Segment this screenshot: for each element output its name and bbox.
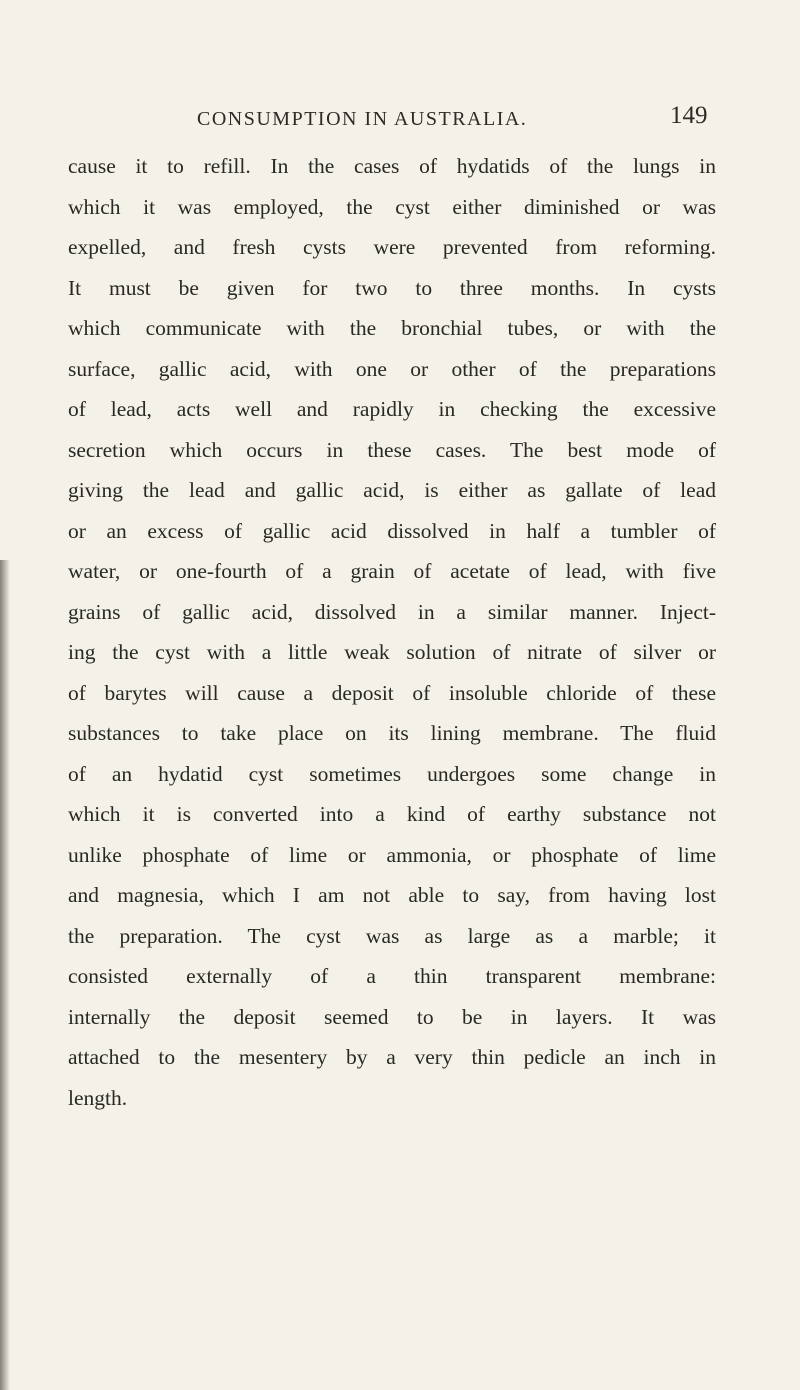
- text-line: unlike phosphate of lime or ammonia, or phosphate of lime: [68, 842, 716, 867]
- text-line: which it was employed, the cyst either diminished or was: [68, 194, 716, 219]
- text-line: ing the cyst with a little weak solution of nitrate of silver or: [68, 640, 716, 664]
- text-line: internally the deposit seemed to be in layers. It was: [68, 1004, 716, 1029]
- running-head: CONSUMPTION IN AUSTRALIA.: [197, 108, 528, 130]
- page-edge-shadow: [0, 560, 10, 1390]
- text-line: cause it to refill. In the cases of hydatids of the lungs in: [68, 154, 716, 178]
- text-line: the preparation. The cyst was as large as a marble; it: [68, 923, 716, 948]
- text-line: surface, gallic acid, with one or other of the preparations: [68, 356, 716, 381]
- text-line: attached to the mesentery by a very thin pedicle an inch in: [68, 1045, 716, 1069]
- text-line: or an excess of gallic acid dissolved in half a tumbler of: [68, 518, 716, 543]
- text-line: expelled, and fresh cysts were prevented from reforming.: [68, 235, 716, 259]
- text-line: consisted externally of a thin transparent membrane:: [68, 964, 716, 988]
- page-number: 149: [670, 102, 708, 129]
- text-line: of an hydatid cyst sometimes undergoes some change in: [68, 761, 716, 786]
- text-line: secretion which occurs in these cases. The best mode of: [68, 437, 716, 462]
- body-paragraph: [68, 146, 716, 1118]
- text-line: grains of gallic acid, dissolved in a similar manner. Inject-: [68, 599, 716, 624]
- text-line: which it is converted into a kind of earthy substance not: [68, 802, 716, 826]
- text-line: of lead, acts well and rapidly in checking the excessive: [68, 397, 716, 421]
- text-line: length.: [68, 1085, 128, 1110]
- text-line: of barytes will cause a deposit of insoluble chloride of these: [68, 680, 716, 705]
- text-line: It must be given for two to three months. In cysts: [68, 275, 716, 300]
- text-line: water, or one-fourth of a grain of acetate of lead, with five: [68, 559, 716, 583]
- text-line: substances to take place on its lining membrane. The fluid: [68, 721, 716, 745]
- text-line: giving the lead and gallic acid, is either as gallate of lead: [68, 478, 716, 502]
- text-line: and magnesia, which I am not able to say, from having lost: [68, 883, 716, 907]
- text-line: which communicate with the bronchial tubes, or with the: [68, 316, 716, 340]
